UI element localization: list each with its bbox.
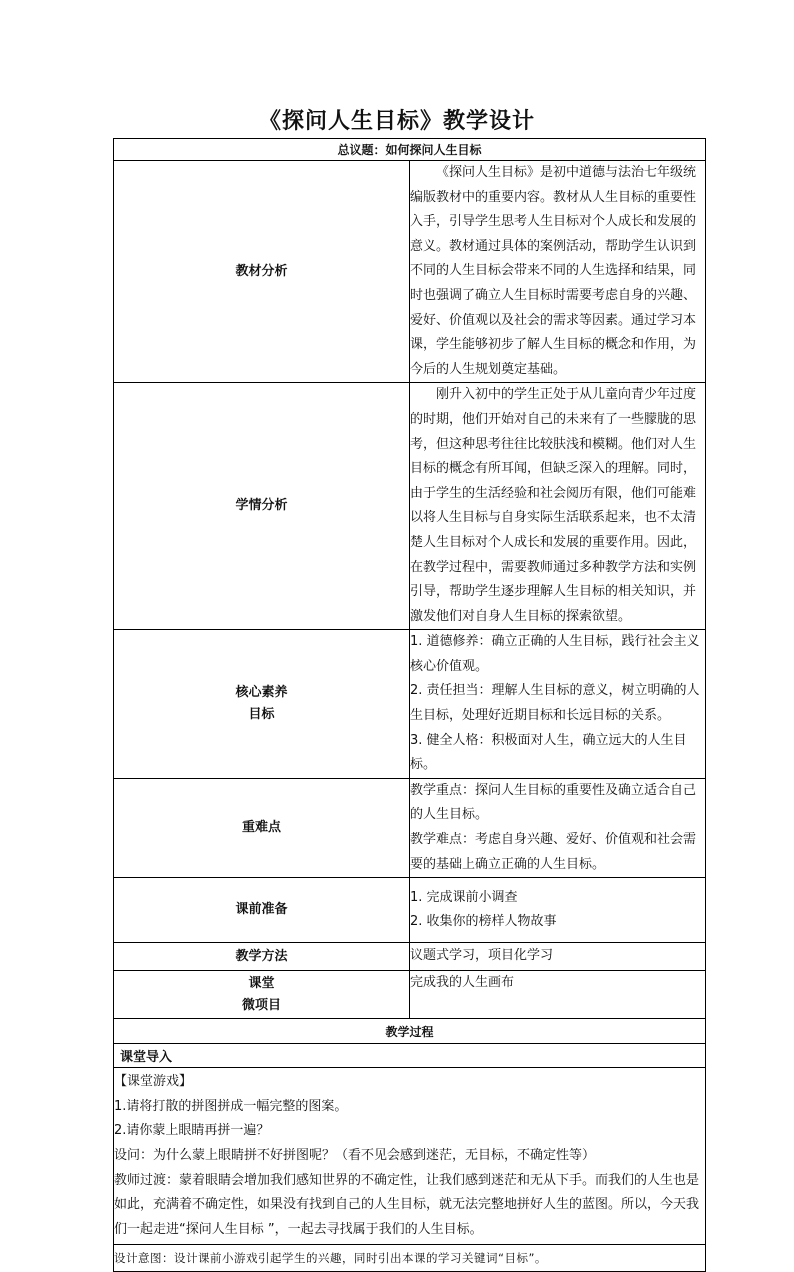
prep-item: 1. 完成课前小调查 — [410, 889, 518, 905]
keypoints-label: 重难点 — [114, 778, 410, 877]
keypoint-item: 教学重点：探问人生目标的重要性及确立适合自己的人生目标。 — [410, 782, 697, 823]
project-label — [114, 971, 410, 1019]
prep-content — [410, 878, 706, 943]
intro-content — [114, 1068, 706, 1245]
method-label: 教学方法 — [114, 943, 410, 971]
document-title: 《探问人生目标》教学设计 — [258, 109, 535, 134]
intro-line: 1.请将打散的拼图拼成一幅完整的图案。 — [114, 1098, 348, 1114]
goal-item: 1. 道德修养：确立正确的人生目标，践行社会主义核心价值观。 — [410, 634, 700, 674]
prep-item: 2. 收集你的榜样人物故事 — [410, 914, 557, 930]
lesson-plan-table — [113, 138, 706, 1272]
game-title: 【课堂游戏】 — [114, 1074, 193, 1090]
keypoints-content — [410, 778, 706, 877]
intro-line: 教师过渡：蒙着眼睛会增加我们感知世界的不确定性，让我们感到迷茫和无从下手。而我们的人生也是如此，充满着不确定性，如果没有找到自己的人生目标，就无法完整地拼好人生的蓝图。所以，今天我们一起走进“探问人生目标 ”，一起去寻找属于我们的人生目标。 — [114, 1172, 700, 1237]
goals-label-line2: 目标 — [248, 707, 275, 723]
goal-item: 2. 责任担当：理解人生目标的意义，树立明确的人生目标，处理好近期目标和长远目标的关系。 — [410, 683, 700, 724]
intro-line: 设问：为什么蒙上眼睛拼不好拼图呢？（看不见会感到迷茫，无目标，不确定性等） — [114, 1148, 596, 1163]
material-text: 《探问人生目标》是初中道德与法治七年级统编版教材中的重要内容。教材从人生目标的重要性入手，引导学生思考人生目标对个人成长和发展的意义。教材通过具体的案例活动，帮助学生认识到不同的人生目标会带来不同的人生选择和结果，同时也强调了确立人生目标时需要考虑自身的兴趣、爱好、价值观以及社会的需求等因素。通过学习本课，学生能够初步了解人生目标的概念和作用，为今后的人生规划奠定基础。 — [410, 165, 697, 377]
student-label: 学情分析 — [114, 383, 410, 630]
goals-content — [410, 630, 706, 779]
design-intent: 设计意图：设计课前小游戏引起学生的兴趣，同时引出本课的学习关键词“目标”。 — [114, 1245, 706, 1272]
topic-heading: 总议题：如何探问人生目标 — [114, 139, 706, 161]
intro-line: 2.请你蒙上眼睛再拼一遍？ — [114, 1123, 270, 1139]
process-heading: 教学过程 — [114, 1019, 706, 1044]
prep-label: 课前准备 — [114, 878, 410, 943]
goal-item: 3. 健全人格：积极面对人生，确立远大的人生目标。 — [410, 732, 687, 773]
goals-label-line1: 核心素养 — [235, 685, 288, 701]
keypoint-item: 教学难点：考虑自身兴趣、爱好、价值观和社会需要的基础上确立正确的人生目标。 — [410, 832, 697, 872]
student-text: 刚升入初中的学生正处于从儿童向青少年过度的时期，他们开始对自己的未来有了一些朦胧的思考，但这种思考往往比较肤浅和模糊。他们对人生目标的概念有所耳闻，但缺乏深入的理解。同时，由于学生的生活经验和社会阅历有限，他们可能难以将人生目标与自身实际生活联系起来，也不太清楚人生目标对个人成长和发展的重要作用。因此，在教学过程中，需要教师通过多种教学方法和实例引导，帮助学生逐步理解人生目标的相关知识，并激发他们对自身人生目标的探索欲望。 — [410, 387, 697, 624]
project-content: 完成我的人生画布 — [410, 971, 706, 1019]
material-label: 教材分析 — [114, 161, 410, 383]
method-content: 议题式学习，项目化学习 — [410, 943, 706, 971]
project-label-line1: 课堂 — [248, 975, 275, 991]
student-content — [410, 383, 706, 630]
material-content — [410, 161, 706, 383]
project-label-line2: 微项目 — [241, 997, 281, 1013]
goals-label — [114, 630, 410, 779]
intro-heading: 课堂导入 — [114, 1044, 706, 1068]
